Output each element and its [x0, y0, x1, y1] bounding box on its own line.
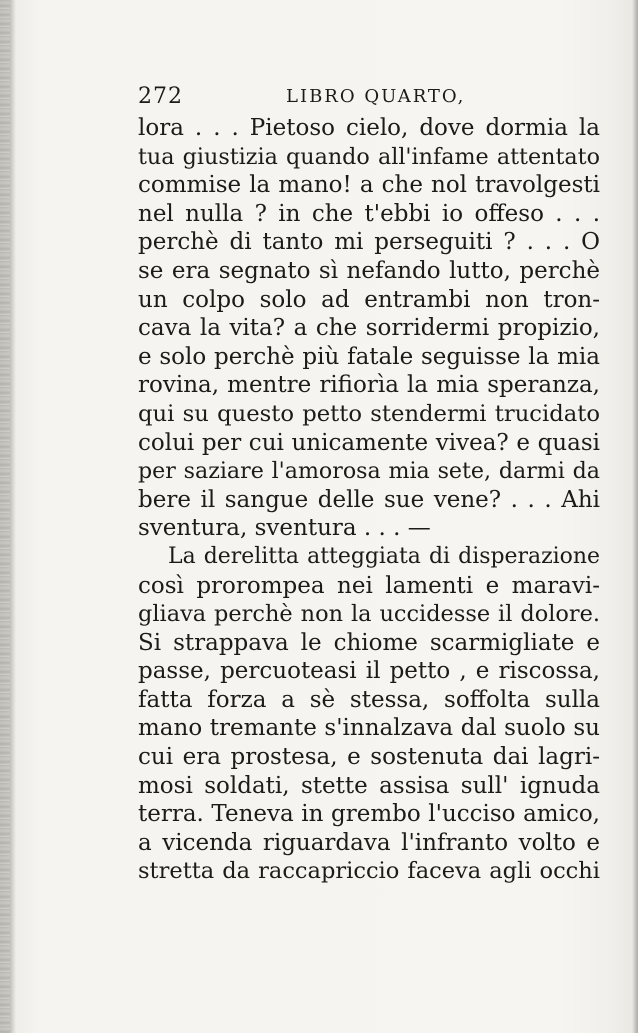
running-head: LIBRO QUARTO,: [286, 86, 466, 107]
text-line: così prorompea nei lamenti e maravi-: [138, 572, 600, 599]
text-line-paragraph-start: La derelitta atteggiata di disperazione: [168, 543, 600, 569]
text-line: gliava perchè non la uccidesse il dolore.: [138, 601, 600, 628]
text-line: mano tremante s'innalzava dal suolo su: [138, 715, 600, 742]
text-line: rovina, mentre rifiorìa la mia speranza,: [138, 372, 600, 399]
text-line: bere il sangue delle sue vene? . . . Ahi: [138, 486, 600, 513]
page-edge-shadow: [632, 0, 638, 1033]
text-line: passe, percuoteasi il petto , e riscossa,: [138, 658, 600, 685]
text-line: commise la mano! a che nol travolgesti: [138, 172, 600, 199]
text-line: cava la vita? a che sorridermi propizio,: [138, 315, 600, 342]
page-header: [138, 84, 600, 114]
text-line: nel nulla ? in che t'ebbi io offeso . . .: [138, 200, 600, 227]
text-line: cui era prostesa, e sostenuta dai lagri-: [138, 744, 600, 771]
text-line: stretta da raccapriccio faceva agli occhi: [138, 858, 600, 885]
text-line: mosi soldati, stette assisa sull' ignuda: [138, 772, 600, 799]
text-line: un colpo solo ad entrambi non tron-: [138, 286, 600, 313]
text-line: perchè di tanto mi perseguiti ? . . . O: [138, 229, 600, 256]
text-line: qui su questo petto stendermi trucidato: [138, 400, 600, 427]
text-line: lora . . . Pietoso cielo, dove dormia la: [138, 115, 600, 141]
text-line: per saziare l'amorosa mia sete, darmi da: [138, 458, 600, 485]
body-text: [138, 114, 600, 886]
text-line-paragraph-end: sventura, sventura . . . —: [138, 515, 431, 542]
page-number: 272: [138, 84, 183, 109]
text-line: Si strappava le chiome scarmigliate e: [138, 629, 600, 656]
text-line: colui per cui unicamente vivea? e quasi: [138, 429, 600, 456]
text-line: a vicenda riguardava l'infranto volto e: [138, 829, 600, 856]
text-line: e solo perchè più fatale seguisse la mia: [138, 343, 600, 370]
text-line: fatta forza a sè stessa, soffolta sulla: [138, 686, 600, 713]
page-binding-gutter: [0, 0, 10, 1033]
page-binding-shadow: [10, 0, 16, 1033]
page-text-block: [138, 84, 600, 886]
text-line: terra. Teneva in grembo l'ucciso amico,: [138, 801, 600, 828]
text-line: se era segnato sì nefando lutto, perchè: [138, 257, 600, 284]
text-line: tua giustizia quando all'infame attentato: [138, 143, 600, 170]
